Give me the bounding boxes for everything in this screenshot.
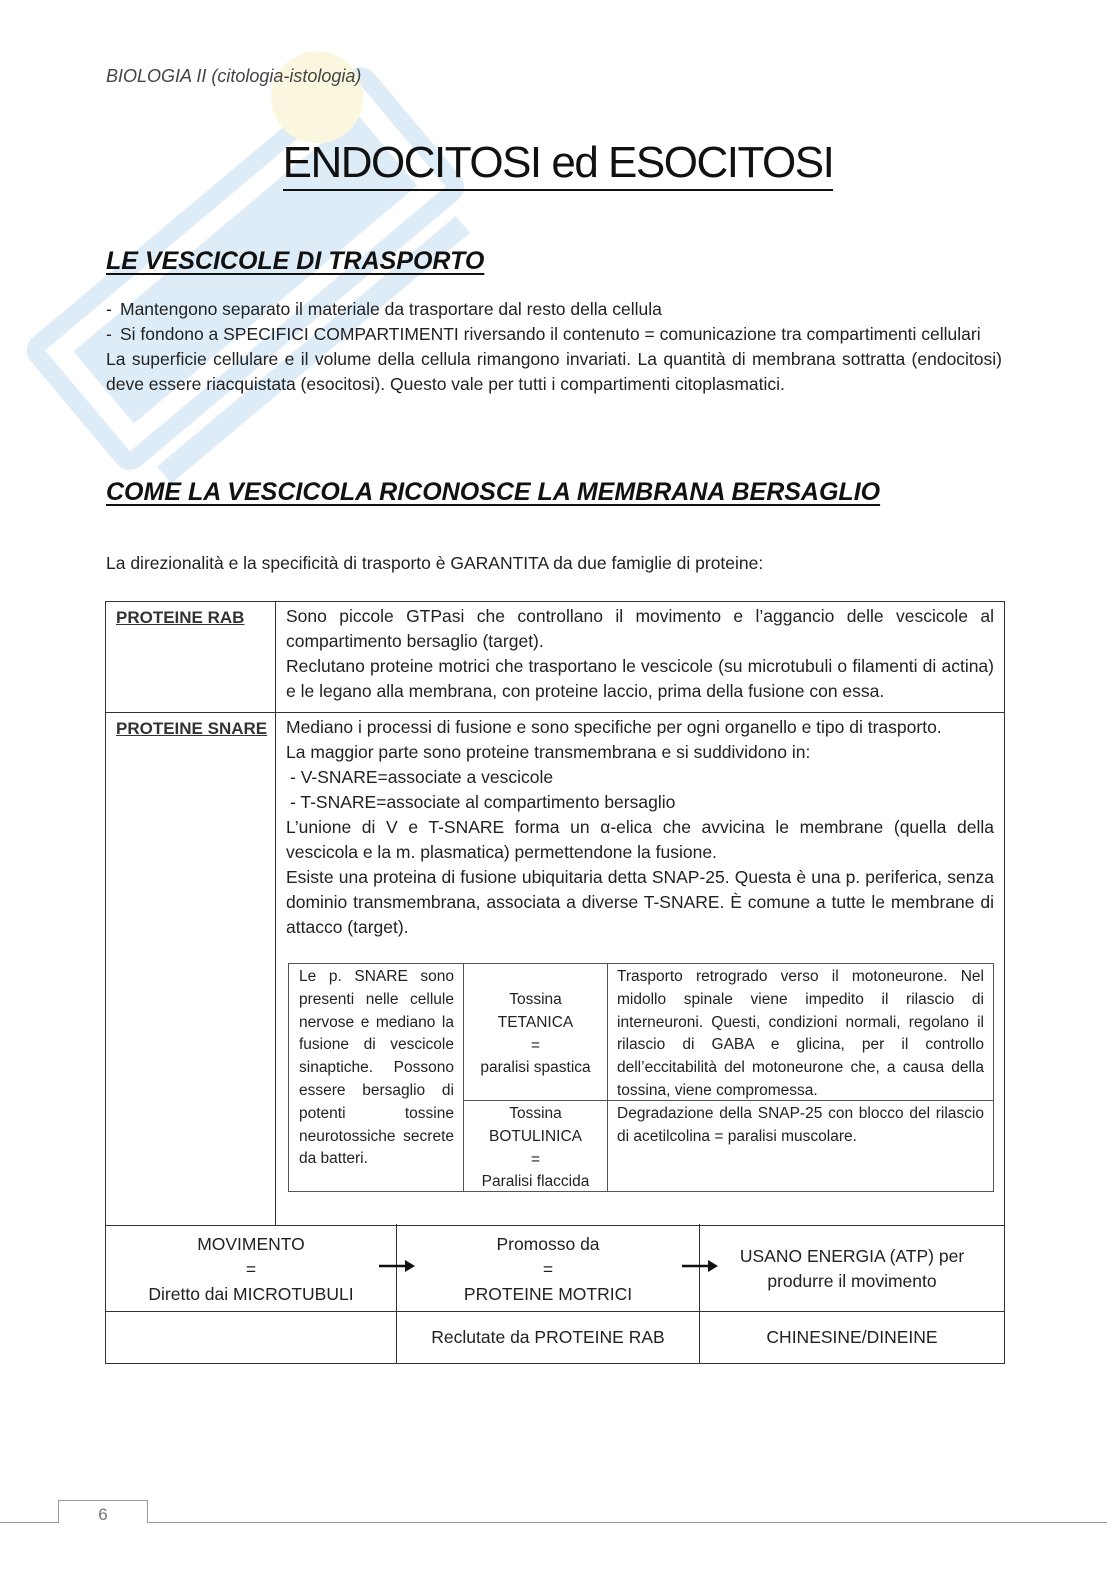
page-title-text: ENDOCITOSI ed ESOCITOSI [283,138,834,191]
page-number-box [58,1500,148,1523]
bullet-text: Mantengono separato il materiale da trasportare dal resto della cellula [120,299,662,319]
toxin-desc-tetanica: Trasporto retrogrado verso il motoneurone. Nel midollo spinale viene impedito il rilascio di interneuroni. Questi, condizioni normali, regolano il rilascio di GABA e glicina, per il controllo dell’eccitabilità del motoneurone che, a causa della tossina, viene compromessa. [617,968,984,1099]
bullet-dash: - [106,299,112,319]
toxin-name-line: = [530,1150,541,1168]
right-arrow-icon [681,1258,719,1274]
snare-p2: La maggior parte sono proteine transmembrana e si suddividono in: [286,742,811,762]
flow-line: = [245,1259,257,1279]
row-content-rab [276,602,1004,712]
right-arrow-icon [378,1258,416,1274]
flow-cell-movimento [106,1224,396,1311]
rab-line-2: Reclutano proteine motrici che trasportano le vescicole (su microtubuli o filamenti di actina) e le legano alla membrana, con proteine laccio, prima della fusione con essa. [286,656,994,701]
snare-v: - V-SNARE=associate a vescicole [290,767,554,787]
row-label-cell [106,602,276,712]
table-row-rab [106,602,1004,712]
flow-row [106,1311,1004,1363]
toxin-name-line: = [530,1036,541,1054]
bullet-text: Si fondono a SPECIFICI COMPARTIMENTI riversando il contenuto = comunicazione tra compartimenti cellulari [120,324,981,344]
toxin-desc-botulinica: Degradazione della SNAP-25 con blocco del rilascio di acetilcolina = paralisi muscolare. [617,1105,984,1145]
flow-line: Diretto dai MICROTUBULI [148,1284,354,1304]
toxin-row-botulinica [464,1100,993,1191]
section1-paragraph: La superficie cellulare e il volume della cellula rimangono invariati. La quantità di membrana sottratta (endocitosi) deve essere riacquistata (esocitosi). Questo vale per tutti i compartimenti citoplasmatici. [106,349,1002,394]
snare-p1: Mediano i processi di fusione e sono specifiche per ogni organello e tipo di trasporto. [286,717,942,737]
toxin-name-line: paralisi spastica [480,1059,591,1077]
section-heading-vescicole: LE VESCICOLE DI TRASPORTO [106,247,485,275]
bullet-dash: - [106,324,112,344]
row-label-cell [106,713,276,1225]
proteins-table [105,601,1005,1226]
rab-line-1: Sono piccole GTPasi che controllano il movimento e l’aggancio delle vescicole al compartimento bersaglio (target). [286,606,994,651]
snare-t: - T-SNARE=associate al compartimento bersaglio [290,792,676,812]
flow-line: produrre il movimento [767,1271,937,1291]
table-row-snare [106,712,1004,1225]
toxin-name-tetanica [464,964,608,1100]
toxins-intro: Le p. SNARE sono presenti nelle cellule nervose e mediano la fusione di vescicole sinaptiche. Possono essere bersaglio di potenti tossine neurotossiche secrete da batteri. [289,964,464,1191]
section2-intro: La direzionalità e la specificità di trasporto è GARANTITA da due famiglie di proteine: [106,553,764,573]
section1-body [106,297,1002,397]
flow-cell-energia [699,1224,1004,1311]
row-label-rab: PROTEINE RAB [116,608,245,627]
row-label-snare: PROTEINE SNARE [116,719,268,738]
bullet-item [106,297,1002,322]
flow-cell-empty [106,1312,396,1363]
toxin-name-line: BOTULINICA [488,1127,582,1145]
movement-flow-table [105,1224,1005,1364]
flow-line: PROTEINE MOTRICI [463,1284,633,1304]
watermark-logo [20,40,490,520]
section-heading-membrana: COME LA VESCICOLA RICONOSCE LA MEMBRANA BERSAGLIO [106,478,881,506]
flow-cell-chinesine: CHINESINE/DINEINE [699,1312,1004,1363]
toxin-row-tetanica [464,964,993,1100]
flow-line: USANO ENERGIA (ATP) per [739,1246,965,1266]
snare-p3: L’unione di V e T-SNARE forma un α-elica che avvicina le membrane (quella della vescicola e la m. plasmatica) permettendone la fusione. [286,817,994,862]
toxin-name-line: Tossina [509,1105,562,1122]
bullet-item [106,322,1002,347]
flow-line: = [542,1259,554,1279]
toxins-table [288,963,994,1192]
running-header: BIOLOGIA II (citologia-istologia) [106,66,362,86]
flow-cell-reclutate: Reclutate da PROTEINE RAB [396,1312,699,1363]
page-number: 6 [98,1505,108,1524]
page-title [0,138,1116,188]
footer-rule [0,1522,1107,1523]
toxin-name-line: TETANICA [497,1013,574,1031]
flow-line: Promosso da [496,1234,600,1254]
flow-row [106,1224,1004,1311]
toxins-list [464,964,993,1191]
flow-line: MOVIMENTO [197,1234,305,1254]
toxin-name-botulinica [464,1101,608,1191]
row-content-snare [276,713,1004,1225]
snare-p4: Esiste una proteina di fusione ubiquitaria detta SNAP-25. Questa è una p. periferica, senza dominio transmembrana, associata a diverse T-SNARE. È comune a tutte le membrane di attacco (target). [286,867,994,937]
toxin-name-line: Tossina [509,991,562,1008]
flow-cell-promosso [396,1224,699,1311]
toxin-name-line: Paralisi flaccida [481,1173,590,1191]
